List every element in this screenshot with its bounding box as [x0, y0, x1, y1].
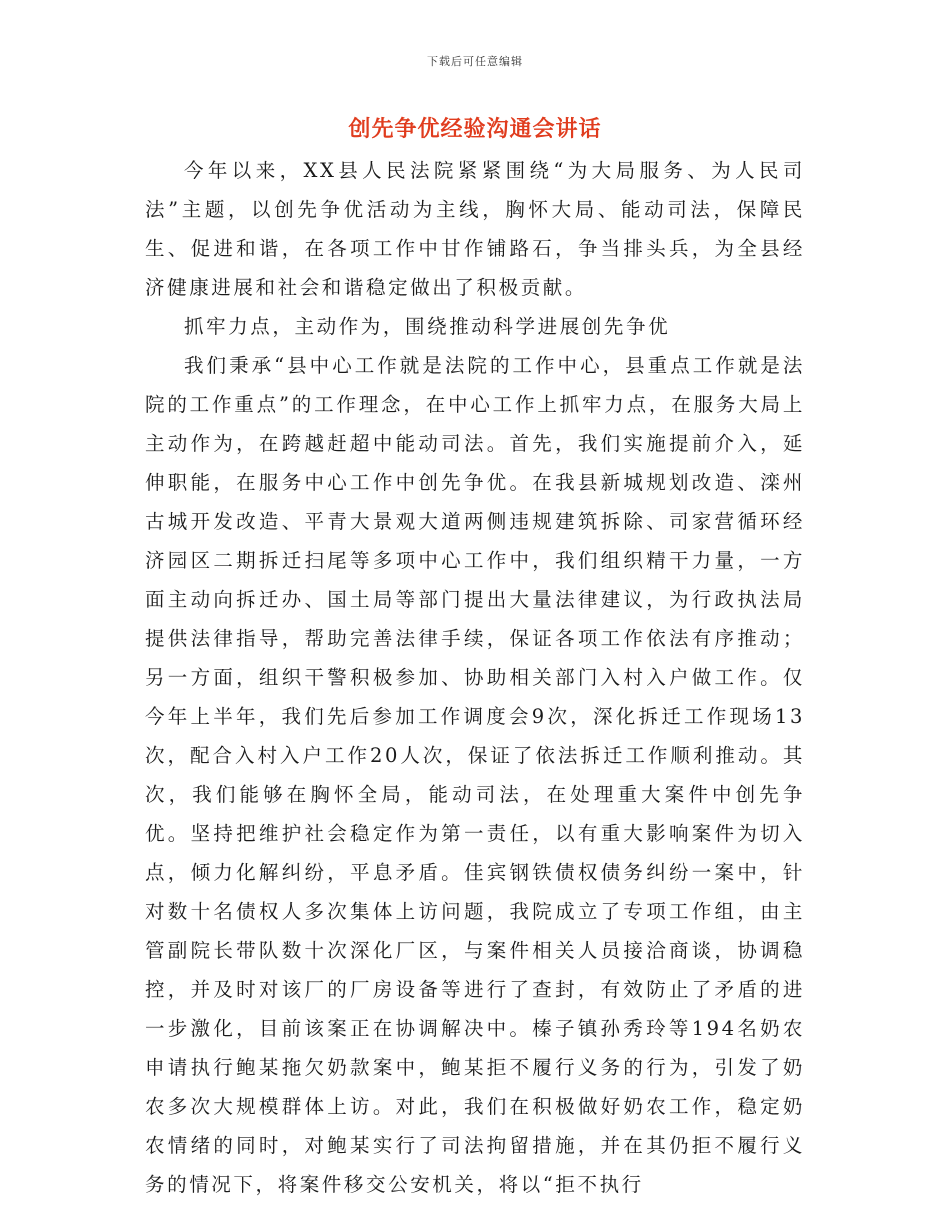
paragraph-intro: 今年以来，XX县人民法院紧紧围绕“为大局服务、为人民司法”主题，以创先争优活动为主线，胸怀大局、能动司法，保障民生、促进和谐，在各项工作中甘作铺路石，争当排头兵，为全县经济健康进展和社会和谐稳定做出了积极贡献。	[145, 159, 805, 299]
document-title: 创先争优经验沟通会讲话	[348, 116, 602, 142]
header-note: 下载后可任意编辑	[427, 55, 523, 68]
section-heading: 抓牢力点，主动作为，围绕推动科学进展创先争优	[184, 315, 671, 338]
document-body	[145, 151, 805, 1204]
paragraph-main: 我们秉承“县中心工作就是法院的工作中心，县重点工作就是法院的工作重点”的工作理念，在中心工作上抓牢力点，在服务大局上主动作为，在跨越赶超中能动司法。首先，我们实施提前介入，延伸职能，在服务中心工作中创先争优。在我县新城规划改造、滦州古城开发改造、平青大景观大道两侧违规建筑拆除、司家营循环经济园区二期拆迁扫尾等多项中心工作中，我们组织精干力量，一方面主动向拆迁办、国土局等部门提出大量法律建议，为行政执法局提供法律指导，帮助完善法律手续，保证各项工作依法有序推动；另一方面，组织干警积极参加、协助相关部门入村入户做工作。仅今年上半年，我们先后参加工作调度会9次，深化拆迁工作现场13次，配合入村入户工作20人次，保证了依法拆迁工作顺利推动。其次，我们能够在胸怀全局，能动司法，在处理重大案件中创先争优。坚持把维护社会稳定作为第一责任，以有重大影响案件为切入点，倾力化解纠纷，平息矛盾。佳宾钢铁债权债务纠纷一案中，针对数十名债权人多次集体上访问题，我院成立了专项工作组，由主管副院长带队数十次深化厂区，与案件相关人员接洽商谈，协调稳控，并及时对该厂的厂房设备等进行了查封，有效防止了矛盾的进一步激化，目前该案正在协调解决中。榛子镇孙秀玲等194名奶农申请执行鲍某拖欠奶款案中，鲍某拒不履行义务的行为，引发了奶农多次大规模群体上访。对此，我们在积极做好奶农工作，稳定奶农情绪的同时，对鲍某实行了司法拘留措施，并在其仍拒不履行义务的情况下，将案件移交公安机关，将以“拒不执行	[145, 354, 805, 1196]
